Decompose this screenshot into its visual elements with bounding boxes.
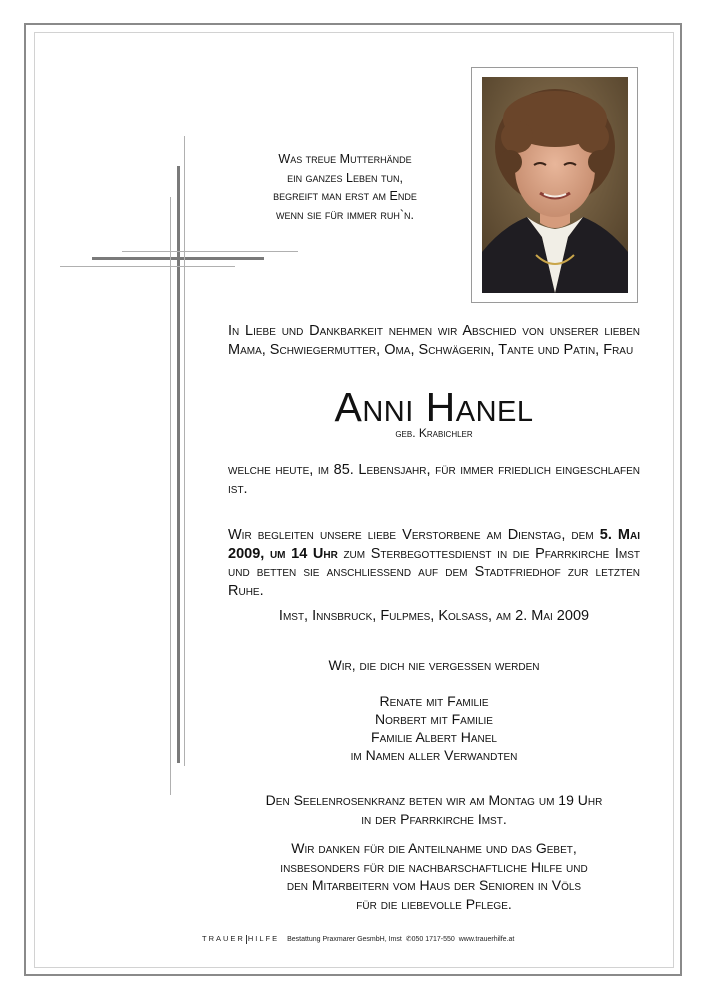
thanks-line: den Mitarbeitern vom Haus der Senioren in Völs bbox=[286, 877, 582, 893]
mourner-line: Renate mit Familie bbox=[379, 693, 489, 709]
logo-left: TRAUER bbox=[202, 934, 245, 943]
rosary-line: Den Seelenrosenkranz beten wir am Montag um 19 Uhr bbox=[265, 792, 603, 808]
poem-line: wenn sie für immer ruh`n. bbox=[275, 207, 415, 222]
mourner-line: Familie Albert Hanel bbox=[371, 729, 497, 745]
cross-line-vertical-right bbox=[184, 136, 185, 766]
places-date: Imst, Innsbruck, Fulpmes, Kolsass, am 2. Mai 2009 bbox=[278, 608, 590, 624]
thanks-line: für die liebevolle Pflege. bbox=[356, 895, 512, 912]
footer bbox=[202, 934, 514, 944]
cross-main-horizontal bbox=[92, 257, 264, 260]
footer-web[interactable]: www.trauerhilfe.at bbox=[458, 936, 515, 943]
funeral-date: 5. Mai 2009 bbox=[228, 527, 641, 562]
funeral-separator: , bbox=[260, 545, 265, 562]
birth-name: geb. Krabichler bbox=[395, 426, 473, 440]
cross-line-vertical-left bbox=[170, 197, 171, 795]
poem-line: ein ganzes Leben tun, bbox=[287, 170, 403, 185]
poem bbox=[250, 150, 440, 224]
deceased-name: Anni Hanel bbox=[334, 384, 534, 430]
cross-main-vertical bbox=[177, 166, 180, 763]
funeral-time: um 14 Uhr bbox=[269, 545, 338, 562]
logo-right: HILFE bbox=[247, 934, 280, 943]
funeral-text-1: Wir begleiten unsere liebe Verstorbene am Dienstag, dem bbox=[228, 527, 594, 543]
trauerhilfe-logo bbox=[202, 934, 279, 943]
cross-line-horizontal-upper bbox=[122, 251, 298, 252]
thanks-line: Wir danken für die Anteilnahme und das Gebet, bbox=[291, 840, 577, 856]
poem-line: begreift man erst am Ende bbox=[273, 189, 417, 203]
rosary-notice bbox=[228, 791, 640, 828]
age-text-a: welche heute, im bbox=[228, 462, 330, 478]
footer-company: Bestattung Praxmarer GesmbH, Imst bbox=[287, 936, 402, 943]
logo-divider bbox=[246, 935, 247, 944]
footer-phone: 050 1717-550 bbox=[411, 936, 455, 943]
portrait-image bbox=[482, 77, 628, 293]
portrait-frame bbox=[471, 67, 638, 303]
mourner-line: Norbert mit Familie bbox=[375, 711, 493, 727]
phone-icon: ✆ bbox=[405, 936, 412, 943]
age-text-b: Lebensjahr, für immer friedlich eingeschlafen ist. bbox=[228, 462, 641, 497]
thanks-notice bbox=[228, 839, 640, 913]
thanks-line: insbesonders für die nachbarschaftliche Hilfe und bbox=[280, 858, 588, 875]
intro-text: In Liebe und Dankbarkeit nehmen wir Abschied von unserer lieben Mama, Schwiegermutter, Oma, Schwägerin, Tante und Patin, Frau bbox=[228, 323, 640, 358]
mourners-list bbox=[228, 692, 640, 764]
mourner-line: im Namen aller Verwandten bbox=[350, 747, 518, 763]
poem-line: Was treue Mutterhände bbox=[278, 152, 412, 166]
cross-line-horizontal-lower bbox=[60, 266, 235, 267]
funeral-paragraph bbox=[228, 526, 640, 600]
funeral-text-2: zum Sterbegottesdienst in die Pfarrkirche Imst und betten sie anschliessend auf dem Stadtfriedhof zur letzten Ruhe. bbox=[228, 545, 641, 599]
age-paragraph bbox=[228, 461, 640, 498]
rosary-line: in der Pfarrkirche Imst. bbox=[361, 810, 507, 827]
portrait-photo bbox=[482, 77, 628, 293]
age-value: 85. bbox=[333, 462, 354, 478]
mourners-intro: Wir, die dich nie vergessen werden bbox=[328, 657, 540, 673]
